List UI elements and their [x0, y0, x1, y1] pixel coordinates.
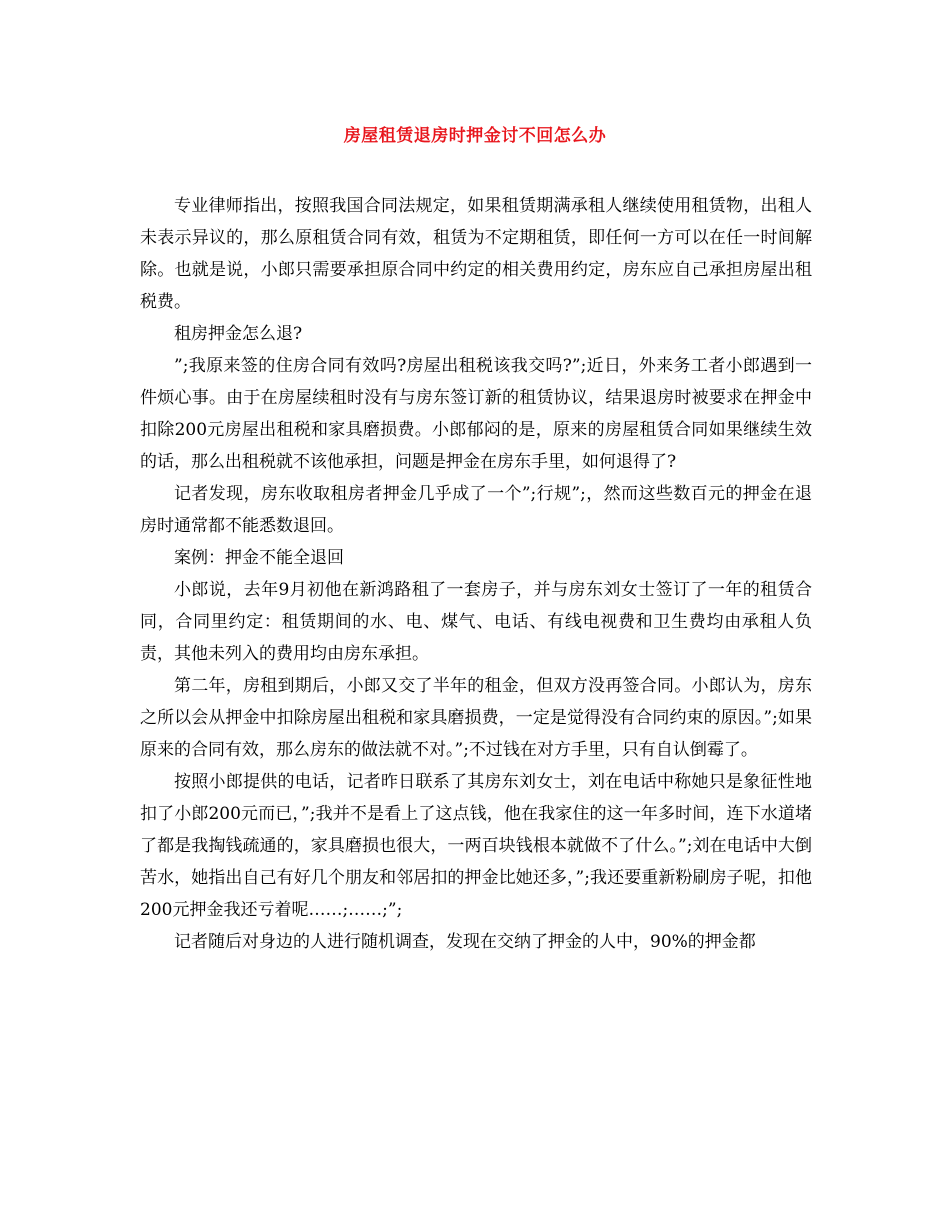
paragraph-4: 记者发现，房东收取租房者押金几乎成了一个”;行规”;，然而这些数百元的押金在退房时通常都不能悉数退回。 — [140, 484, 812, 536]
paragraph-2: 租房押金怎么退? — [174, 324, 303, 344]
paragraph-7: 第二年，房租到期后，小郎又交了半年的租金，但双方没再签合同。小郎认为，房东之所以会从押金中扣除房屋出租税和家具磨损费，一定是觉得没有合同约束的原因。”;如果原来的合同有效，那么房东的做法就不对。”;不过钱在对方手里，只有自认倒霉了。 — [140, 676, 812, 760]
paragraph-1: 专业律师指出，按照我国合同法规定，如果租赁期满承租人继续使用租赁物，出租人未表示异议的，那么原租赁合同有效，租赁为不定期租赁，即任何一方可以在任一时间解除。也就是说，小郎只需要承担原合同中约定的相关费用约定，房东应自己承担房屋出租税费。 — [140, 196, 812, 312]
paragraph-6: 小郎说，去年9月初他在新鸿路租了一套房子，并与房东刘女士签订了一年的租赁合同，合同里约定：租赁期间的水、电、煤气、电话、有线电视费和卫生费均由承租人负责，其他未列入的费用均由房东承担。 — [140, 580, 812, 664]
paragraph-3: ”;我原来签的住房合同有效吗?房屋出租税该我交吗?”;近日，外来务工者小郎遇到一件烦心事。由于在房屋续租时没有与房东签订新的租赁协议，结果退房时被要求在押金中扣除200元房屋出租税和家具磨损费。小郎郁闷的是，原来的房屋租赁合同如果继续生效的话，那么出租税就不该他承担，问题是押金在房东手里，如何退得了? — [140, 356, 812, 472]
document-body — [140, 190, 812, 958]
paragraph-9: 记者随后对身边的人进行随机调查，发现在交纳了押金的人中，90%的押金都 — [174, 932, 756, 952]
document-title: 房屋租赁退房时押金讨不回怎么办 — [343, 126, 607, 146]
paragraph-5: 案例：押金不能全退回 — [174, 548, 344, 568]
paragraph-8: 按照小郎提供的电话，记者昨日联系了其房东刘女士，刘在电话中称她只是象征性地扣了小郎200元而已，”;我并不是看上了这点钱，他在我家住的这一年多时间，连下水道堵了都是我掏钱疏通的，家具磨损也很大，一两百块钱根本就做不了什么。”;刘在电话中大倒苦水，她指出自己有好几个朋友和邻居扣的押金比她还多，”;我还要重新粉刷房子呢，扣他200元押金我还亏着呢……;……;”; — [140, 772, 812, 920]
